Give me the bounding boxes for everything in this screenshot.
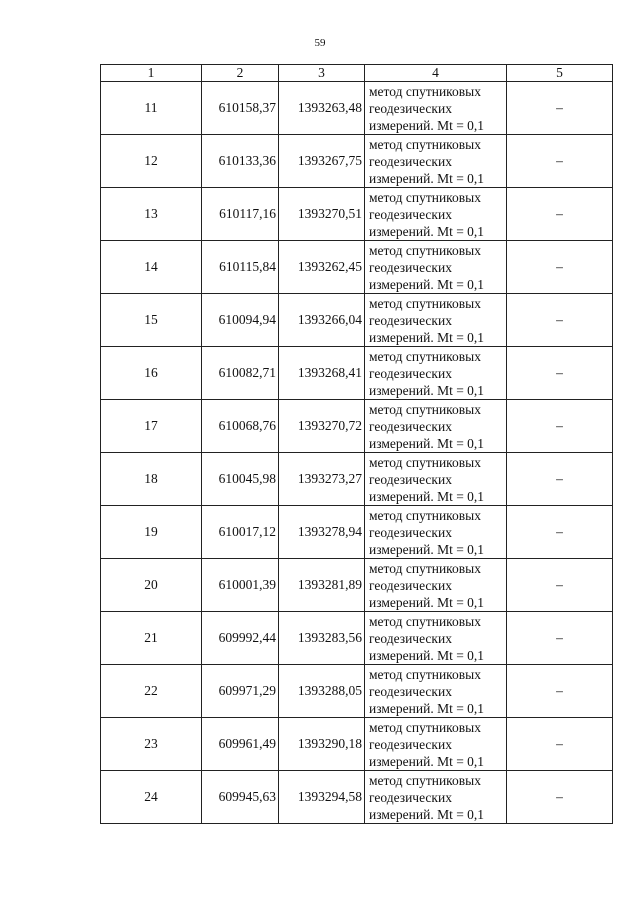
note-cell: –	[507, 718, 613, 771]
method-cell	[365, 400, 507, 453]
note-cell: –	[507, 453, 613, 506]
method-cell	[365, 82, 507, 135]
table-row	[101, 82, 613, 135]
y-coordinate-cell: 1393290,18	[279, 718, 365, 771]
method-cell	[365, 718, 507, 771]
method-text-line: геодезических	[369, 736, 452, 752]
point-number-cell: 21	[101, 612, 202, 665]
header-cell-3: 3	[279, 65, 365, 82]
method-text-line: измерений. Mt = 0,1	[369, 435, 485, 451]
table-row	[101, 718, 613, 771]
table-body	[101, 82, 613, 824]
note-cell: –	[507, 294, 613, 347]
x-coordinate-cell: 610045,98	[202, 453, 279, 506]
method-cell	[365, 453, 507, 506]
method-text-line: геодезических	[369, 630, 452, 646]
method-text-line: измерений. Mt = 0,1	[369, 329, 485, 345]
x-coordinate-cell: 610082,71	[202, 347, 279, 400]
method-cell	[365, 294, 507, 347]
method-text-line: метод спутниковых	[369, 613, 481, 629]
x-coordinate-cell: 609992,44	[202, 612, 279, 665]
table-row	[101, 612, 613, 665]
note-cell: –	[507, 188, 613, 241]
method-text-line: геодезических	[369, 789, 452, 805]
method-text-line: метод спутниковых	[369, 401, 481, 417]
y-coordinate-cell: 1393268,41	[279, 347, 365, 400]
y-coordinate-cell: 1393273,27	[279, 453, 365, 506]
method-text-line: измерений. Mt = 0,1	[369, 223, 485, 239]
table-row	[101, 241, 613, 294]
method-text-line: метод спутниковых	[369, 772, 481, 788]
table-row	[101, 559, 613, 612]
method-text-line: геодезических	[369, 683, 452, 699]
y-coordinate-cell: 1393278,94	[279, 506, 365, 559]
method-text-line: метод спутниковых	[369, 719, 481, 735]
table-row	[101, 453, 613, 506]
method-text-line: измерений. Mt = 0,1	[369, 594, 485, 610]
method-text-line: измерений. Mt = 0,1	[369, 170, 485, 186]
method-text-line: измерений. Mt = 0,1	[369, 541, 485, 557]
point-number-cell: 22	[101, 665, 202, 718]
method-text-line: измерений. Mt = 0,1	[369, 647, 485, 663]
method-text-line: метод спутниковых	[369, 560, 481, 576]
method-text-line: метод спутниковых	[369, 242, 481, 258]
method-cell	[365, 612, 507, 665]
method-cell	[365, 135, 507, 188]
x-coordinate-cell: 609961,49	[202, 718, 279, 771]
method-text-line: геодезических	[369, 577, 452, 593]
coordinates-table	[100, 64, 613, 824]
point-number-cell: 16	[101, 347, 202, 400]
y-coordinate-cell: 1393263,48	[279, 82, 365, 135]
x-coordinate-cell: 610133,36	[202, 135, 279, 188]
y-coordinate-cell: 1393294,58	[279, 771, 365, 824]
method-text-line: геодезических	[369, 153, 452, 169]
table-row	[101, 135, 613, 188]
method-text-line: метод спутниковых	[369, 666, 481, 682]
note-cell: –	[507, 771, 613, 824]
x-coordinate-cell: 610068,76	[202, 400, 279, 453]
note-cell: –	[507, 347, 613, 400]
method-text-line: измерений. Mt = 0,1	[369, 382, 485, 398]
header-row	[101, 65, 613, 82]
note-cell: –	[507, 559, 613, 612]
y-coordinate-cell: 1393262,45	[279, 241, 365, 294]
note-cell: –	[507, 506, 613, 559]
method-text-line: геодезических	[369, 206, 452, 222]
x-coordinate-cell: 610001,39	[202, 559, 279, 612]
x-coordinate-cell: 610115,84	[202, 241, 279, 294]
point-number-cell: 24	[101, 771, 202, 824]
method-text-line: геодезических	[369, 524, 452, 540]
method-text-line: геодезических	[369, 471, 452, 487]
method-text-line: метод спутниковых	[369, 136, 481, 152]
note-cell: –	[507, 241, 613, 294]
table-row	[101, 188, 613, 241]
method-cell	[365, 771, 507, 824]
method-text-line: метод спутниковых	[369, 348, 481, 364]
method-text-line: метод спутниковых	[369, 83, 481, 99]
header-cell-1: 1	[101, 65, 202, 82]
x-coordinate-cell: 610117,16	[202, 188, 279, 241]
x-coordinate-cell: 609971,29	[202, 665, 279, 718]
x-coordinate-cell: 610017,12	[202, 506, 279, 559]
method-text-line: метод спутниковых	[369, 454, 481, 470]
y-coordinate-cell: 1393270,72	[279, 400, 365, 453]
method-text-line: измерений. Mt = 0,1	[369, 117, 485, 133]
method-cell	[365, 347, 507, 400]
header-cell-2: 2	[202, 65, 279, 82]
table-row	[101, 665, 613, 718]
y-coordinate-cell: 1393281,89	[279, 559, 365, 612]
table-row	[101, 400, 613, 453]
point-number-cell: 23	[101, 718, 202, 771]
table-row	[101, 771, 613, 824]
note-cell: –	[507, 665, 613, 718]
point-number-cell: 18	[101, 453, 202, 506]
method-cell	[365, 188, 507, 241]
table-row	[101, 347, 613, 400]
y-coordinate-cell: 1393267,75	[279, 135, 365, 188]
method-text-line: геодезических	[369, 365, 452, 381]
method-text-line: геодезических	[369, 418, 452, 434]
x-coordinate-cell: 610158,37	[202, 82, 279, 135]
note-cell: –	[507, 612, 613, 665]
note-cell: –	[507, 82, 613, 135]
y-coordinate-cell: 1393266,04	[279, 294, 365, 347]
note-cell: –	[507, 135, 613, 188]
y-coordinate-cell: 1393283,56	[279, 612, 365, 665]
point-number-cell: 20	[101, 559, 202, 612]
point-number-cell: 15	[101, 294, 202, 347]
header-cell-5: 5	[507, 65, 613, 82]
x-coordinate-cell: 610094,94	[202, 294, 279, 347]
table-row	[101, 506, 613, 559]
note-cell: –	[507, 400, 613, 453]
point-number-cell: 13	[101, 188, 202, 241]
point-number-cell: 12	[101, 135, 202, 188]
page-number: 59	[314, 37, 326, 49]
method-text-line: измерений. Mt = 0,1	[369, 488, 485, 504]
method-text-line: измерений. Mt = 0,1	[369, 753, 485, 769]
method-text-line: геодезических	[369, 100, 452, 116]
method-cell	[365, 241, 507, 294]
y-coordinate-cell: 1393288,05	[279, 665, 365, 718]
table-header	[101, 65, 613, 82]
method-text-line: геодезических	[369, 259, 452, 275]
method-text-line: измерений. Mt = 0,1	[369, 700, 485, 716]
point-number-cell: 17	[101, 400, 202, 453]
header-cell-4: 4	[365, 65, 507, 82]
method-text-line: измерений. Mt = 0,1	[369, 276, 485, 292]
point-number-cell: 14	[101, 241, 202, 294]
method-text-line: геодезических	[369, 312, 452, 328]
method-cell	[365, 506, 507, 559]
method-text-line: метод спутниковых	[369, 507, 481, 523]
method-cell	[365, 665, 507, 718]
x-coordinate-cell: 609945,63	[202, 771, 279, 824]
method-text-line: измерений. Mt = 0,1	[369, 806, 485, 822]
method-text-line: метод спутниковых	[369, 189, 481, 205]
point-number-cell: 11	[101, 82, 202, 135]
table-row	[101, 294, 613, 347]
method-cell	[365, 559, 507, 612]
y-coordinate-cell: 1393270,51	[279, 188, 365, 241]
method-text-line: метод спутниковых	[369, 295, 481, 311]
point-number-cell: 19	[101, 506, 202, 559]
